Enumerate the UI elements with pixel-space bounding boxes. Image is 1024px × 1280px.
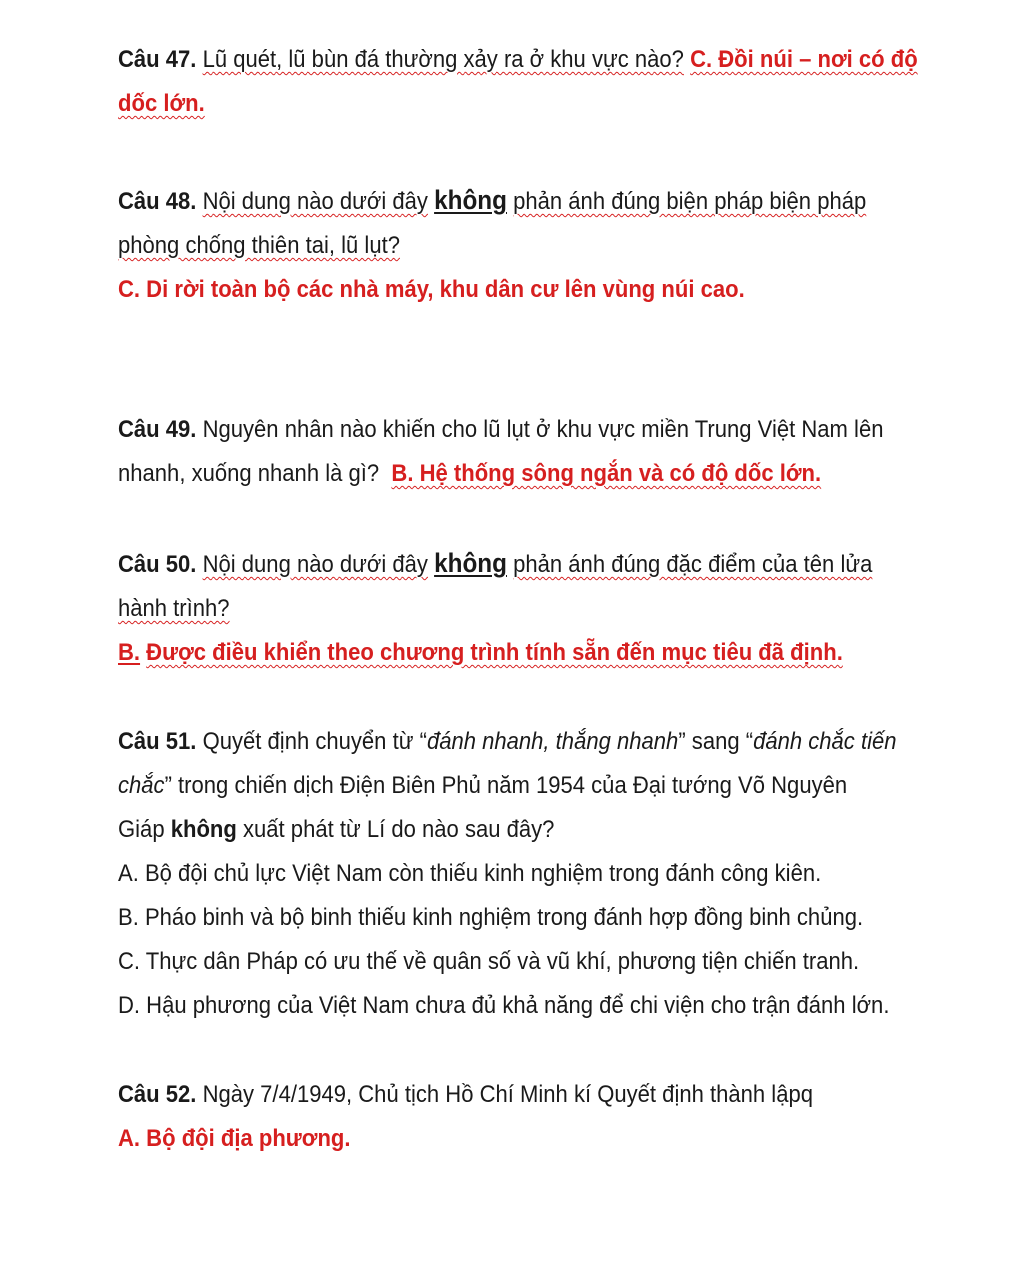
question-label: Câu 50. — [118, 551, 197, 578]
question-text: Nguyên nhân nào khiến cho lũ lụt ở khu vực miền Trung Việt Nam lên — [202, 416, 884, 443]
question-text-5: xuất phát từ Lí do nào sau đây? — [243, 816, 555, 843]
answer-text: Được điều khiển theo chương trình tính sẵn đến mục tiêu đã định. — [146, 639, 843, 666]
question-label: Câu 52. — [118, 1081, 197, 1108]
question-text: Lũ quét, lũ bùn đá thường xảy ra ở khu vực nào? — [202, 46, 684, 73]
question-text-cont: phản ánh đúng biện pháp biện pháp — [513, 188, 867, 215]
option-b: B. Pháo binh và bộ binh thiếu kinh nghiệm trong đánh hợp đồng binh chủng. — [118, 904, 864, 931]
answer-text: B. Hệ thống sông ngắn và có độ dốc lớn. — [391, 460, 822, 487]
question-label: Câu 47. — [118, 46, 197, 73]
answer-text: A. Bộ đội địa phương. — [118, 1125, 351, 1152]
question-51 — [118, 720, 978, 1028]
question-52 — [118, 1073, 978, 1161]
question-text: Nội dung nào dưới đây — [202, 551, 428, 578]
option-d: D. Hậu phương của Việt Nam chưa đủ khả năng để chi viện cho trận đánh lớn. — [118, 992, 890, 1019]
option-c: C. Thực dân Pháp có ưu thế về quân số và vũ khí, phương tiện chiến tranh. — [118, 948, 860, 975]
question-text-3: ” trong chiến dịch Điện Biên Phủ năm 1954 của Đại tướng Võ Nguyên — [164, 772, 848, 799]
answer-text: C. Đồi núi – nơi có độ — [690, 46, 918, 73]
question-label: Câu 49. — [118, 416, 197, 443]
question-text-4: Giáp — [118, 816, 165, 843]
question-text-cont: nhanh, xuống nhanh là gì? — [118, 460, 380, 487]
emphasis-not: không — [170, 816, 237, 843]
emphasis-not: không — [434, 185, 507, 215]
quote-italic-2: đánh chắc tiến — [753, 728, 897, 755]
quote-italic-1: đánh nhanh, thắng nhanh — [426, 728, 679, 755]
question-text: Ngày 7/4/1949, Chủ tịch Hồ Chí Minh kí Quyết định thành lậpq — [202, 1081, 813, 1108]
question-text-2: ” sang “ — [678, 728, 754, 755]
quote-italic-2-cont: chắc — [118, 772, 165, 799]
question-label: Câu 48. — [118, 188, 197, 215]
answer-letter: B. — [118, 639, 141, 666]
question-text-1: Quyết định chuyển từ “ — [202, 728, 427, 755]
question-text-cont: phản ánh đúng đặc điểm của tên lửa — [513, 551, 873, 578]
question-label: Câu 51. — [118, 728, 197, 755]
question-text-cont2: hành trình? — [118, 595, 230, 622]
answer-text: C. Di rời toàn bộ các nhà máy, khu dân cư lên vùng núi cao. — [118, 276, 745, 303]
question-47 — [118, 38, 978, 126]
document-page — [118, 38, 978, 1161]
option-a: A. Bộ đội chủ lực Việt Nam còn thiếu kinh nghiệm trong đánh công kiên. — [118, 860, 822, 887]
question-text: Nội dung nào dưới đây — [202, 188, 428, 215]
question-50 — [118, 541, 978, 675]
emphasis-not: không — [434, 548, 507, 578]
question-49 — [118, 408, 978, 496]
question-48 — [118, 178, 978, 312]
answer-text-cont: dốc lớn. — [118, 90, 205, 117]
question-text-cont2: phòng chống thiên tai, lũ lụt? — [118, 232, 400, 259]
